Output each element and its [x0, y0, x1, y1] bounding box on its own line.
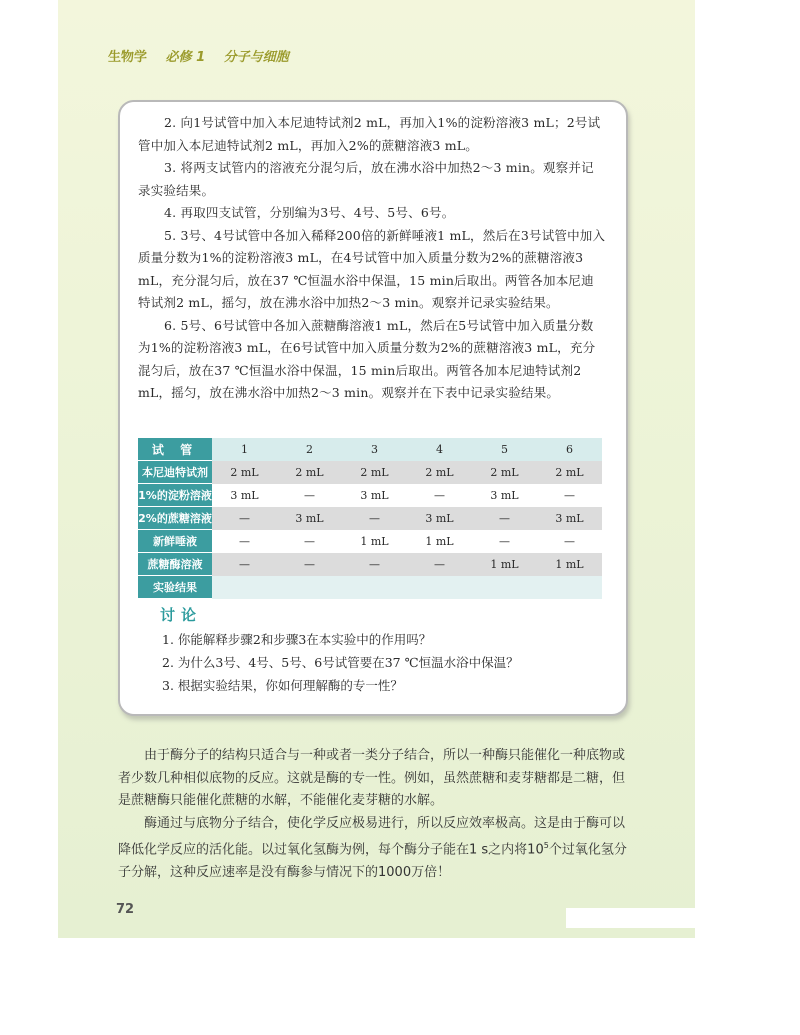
step-6: 6. 5号、6号试管中各加入蔗糖酶溶液1 mL，然后在5号试管中加入质量分数为1%的淀粉溶液3 mL，在6号试管中加入质量分数为2%的蔗糖溶液3 mL，充分混匀后，放在37 ℃恒温水浴中保温，15 min后取出。两管各加本尼迪特试剂2 mL，摇匀，放在沸水浴中加热2～3 min。观察并在下表中记录实验结果。: [138, 317, 596, 400]
table-cell: 3 mL: [212, 484, 277, 507]
table-cell: 3 mL: [407, 507, 472, 530]
table-cell: 1 mL: [537, 553, 602, 576]
experiment-steps: [138, 112, 606, 405]
experiment-table: [138, 438, 602, 599]
table-row: [138, 553, 602, 576]
table-cell: 2 mL: [472, 461, 537, 484]
table-header-label: 试 管: [138, 438, 212, 461]
body-paragraph-2: [118, 813, 628, 885]
table-row: [138, 461, 602, 484]
step-3: 3. 将两支试管内的溶液充分混匀后，放在沸水浴中加热2～3 min。观察并记录实验结果。: [138, 160, 594, 198]
discussion-title: 讨论: [160, 606, 203, 624]
table-cell: —: [277, 553, 342, 576]
table-cell: —: [277, 484, 342, 507]
table-cell: 3 mL: [277, 507, 342, 530]
table-cell: 2 mL: [342, 461, 407, 484]
table-row-results: [138, 576, 602, 599]
table-cell: 1 mL: [472, 553, 537, 576]
table-cell: 3 mL: [537, 507, 602, 530]
tube-number: 4: [407, 438, 472, 461]
table-cell: —: [212, 507, 277, 530]
table-cell: [342, 576, 407, 599]
table-cell: 3 mL: [342, 484, 407, 507]
table-cell: 1 mL: [342, 530, 407, 553]
table-cell: —: [212, 553, 277, 576]
table-cell: —: [407, 484, 472, 507]
table-row: [138, 530, 602, 553]
table-cell: —: [407, 553, 472, 576]
tube-number: 6: [537, 438, 602, 461]
body-paragraph-2-end: 个过氧化氢分子分解，这种反应速率是没有酶参与情况下的1000万倍！: [118, 842, 627, 880]
running-head: [108, 46, 303, 65]
step-4: 4. 再取四支试管，分别编为3号、4号、5号、6号。: [164, 205, 455, 220]
page-number: 72: [116, 902, 135, 917]
table-cell: —: [212, 530, 277, 553]
row-label: 1%的淀粉溶液: [138, 484, 212, 507]
running-head-book: 必修 1: [165, 50, 206, 65]
table-cell: 3 mL: [472, 484, 537, 507]
table-cell: [537, 576, 602, 599]
table-cell: 2 mL: [407, 461, 472, 484]
row-label: 2%的蔗糖溶液: [138, 507, 212, 530]
white-patch: [566, 908, 696, 928]
table-cell: 1 mL: [407, 530, 472, 553]
tube-number: 1: [212, 438, 277, 461]
row-label: 本尼迪特试剂: [138, 461, 212, 484]
table-cell: [472, 576, 537, 599]
table-cell: —: [537, 530, 602, 553]
discussion-questions: [162, 628, 602, 697]
discussion-question: 2. 为什么3号、4号、5号、6号试管要在37 ℃恒温水浴中保温？: [162, 655, 519, 670]
tube-number: 5: [472, 438, 537, 461]
table-cell: [407, 576, 472, 599]
table-header-row: [138, 438, 602, 461]
row-label: 实验结果: [138, 576, 212, 599]
step-2: 2. 向1号试管中加入本尼迪特试剂2 mL，再加入1%的淀粉溶液3 mL；2号试管中加入本尼迪特试剂2 mL，再加入2%的蔗糖溶液3 mL。: [138, 115, 601, 153]
table-cell: —: [472, 530, 537, 553]
table-cell: —: [277, 530, 342, 553]
running-head-title: 分子与细胞: [223, 50, 289, 65]
table-cell: —: [342, 507, 407, 530]
table-cell: —: [537, 484, 602, 507]
row-label: 蔗糖酶溶液: [138, 553, 212, 576]
body-paragraph-2-start: 酶通过与底物分子结合，使化学反应极易进行，所以反应效率极高。这是由于酶可以降低化学反应的活化能。以过氧化氢酶为例，每个酶分子能在1 s之内将10: [118, 815, 626, 858]
table-cell: [212, 576, 277, 599]
table-cell: [277, 576, 342, 599]
table-cell: 2 mL: [212, 461, 277, 484]
table-cell: 2 mL: [277, 461, 342, 484]
table-cell: —: [472, 507, 537, 530]
body-text: [118, 745, 628, 884]
tube-number: 3: [342, 438, 407, 461]
exponent: 5: [543, 841, 549, 850]
discussion-question: 1. 你能解释步骤2和步骤3在本实验中的作用吗？: [162, 632, 432, 647]
tube-number: 2: [277, 438, 342, 461]
step-5: 5. 3号、4号试管中各加入稀释200倍的新鲜唾液1 mL，然后在3号试管中加入质量分数为1%的淀粉溶液3 mL，在4号试管中加入质量分数为2%的蔗糖溶液3 mL，充分混匀后，放在37 ℃恒温水浴中保温，15 min后取出。两管各加本尼迪特试剂2 mL，摇匀，放在沸水浴中加热2～3 min。观察并记录实验结果。: [138, 227, 606, 310]
table-row: [138, 507, 602, 530]
table-cell: 2 mL: [537, 461, 602, 484]
body-paragraph-1: 由于酶分子的结构只适合与一种或者一类分子结合，所以一种酶只能催化一种底物或者少数几种相似底物的反应。这就是酶的专一性。例如，虽然蔗糖和麦芽糖都是二糖，但是蔗糖酶只能催化蔗糖的水解，不能催化麦芽糖的水解。: [118, 748, 626, 808]
row-label: 新鲜唾液: [138, 530, 212, 553]
discussion-question: 3. 根据实验结果，你如何理解酶的专一性？: [162, 678, 403, 693]
running-head-subject: 生物学: [108, 50, 148, 65]
table-row: [138, 484, 602, 507]
table-cell: —: [342, 553, 407, 576]
